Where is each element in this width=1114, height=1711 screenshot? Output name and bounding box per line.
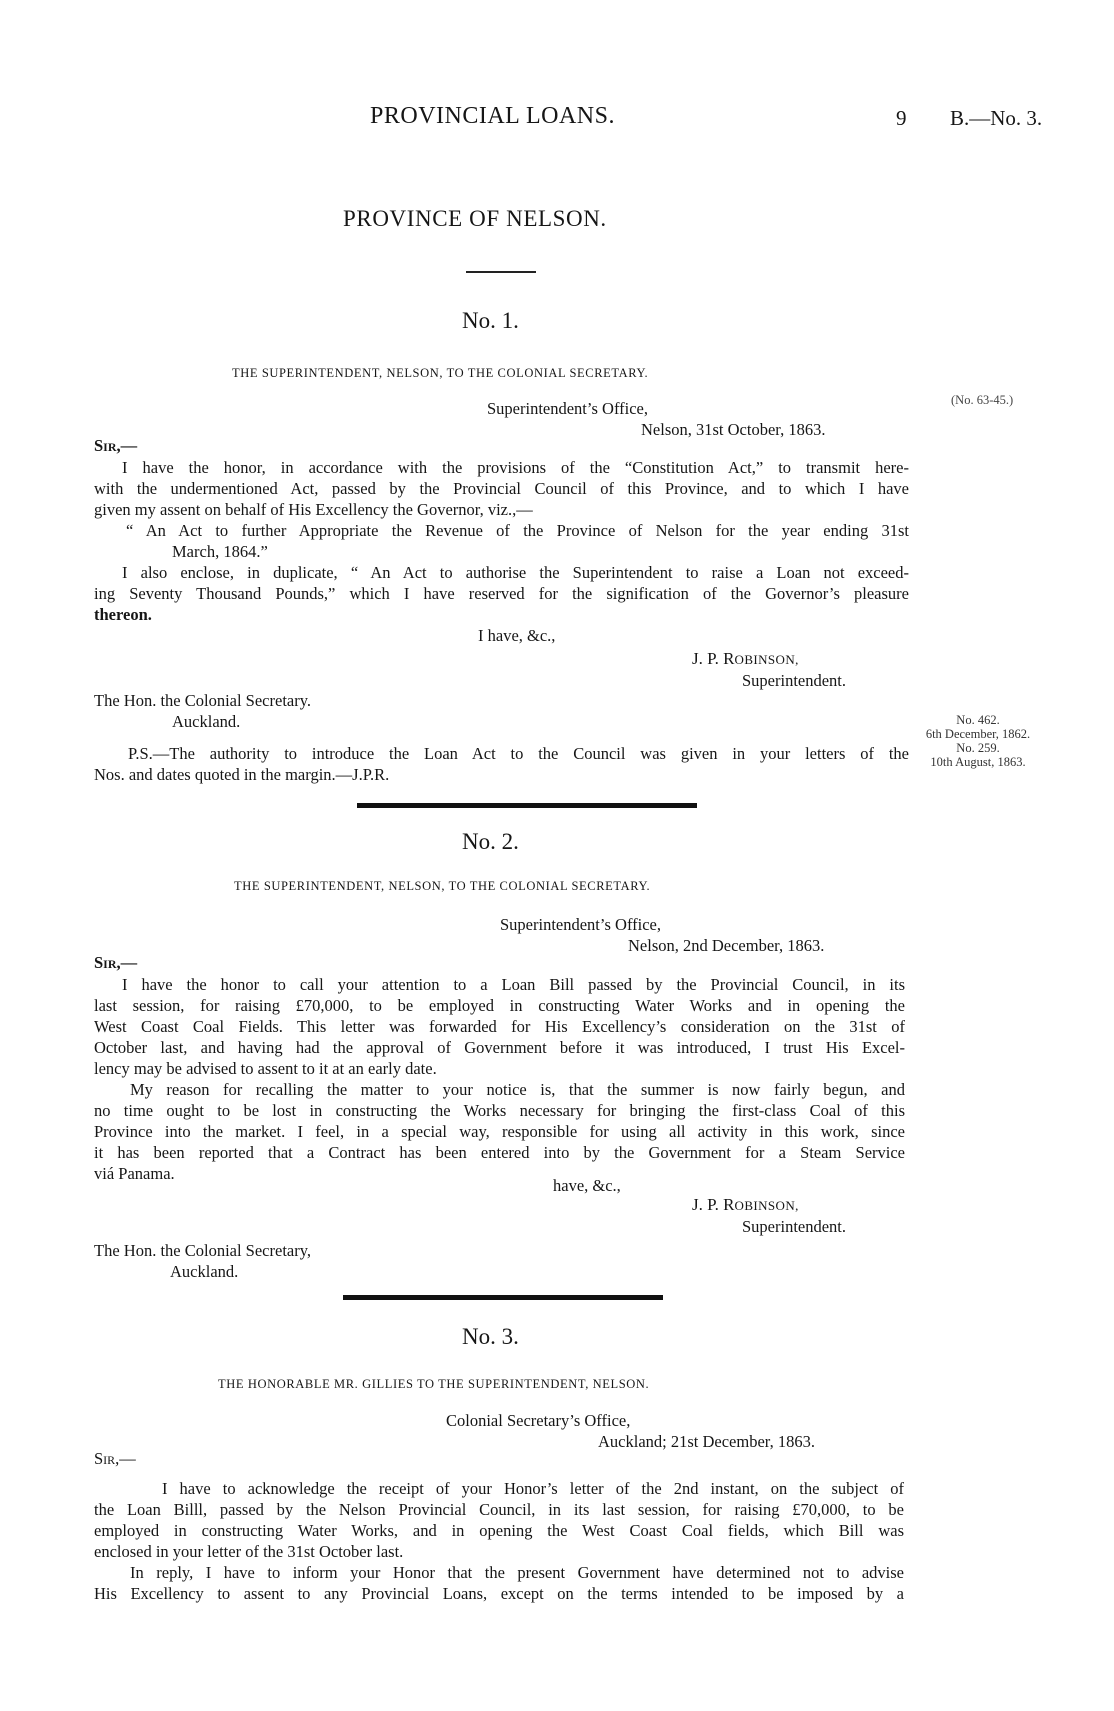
body-line: I have the honor, in accordance with the provisions of the “Constitution Act,” to transmit here- [122,458,909,477]
body-line: ing Seventy Thousand Pounds,” which I have reserved for the signification of the Governor’s pleasure [94,584,909,603]
signature-title: Superintendent. [742,1217,847,1236]
body-line: I have the honor to call your attention to a Loan Bill passed by the Provincial Council, in its [122,975,905,994]
letter-heading: THE SUPERINTENDENT, NELSON, TO THE COLONIAL SECRETARY. [234,879,651,893]
closing: have, &c., [553,1176,621,1195]
letter-heading: THE HONORABLE MR. GILLIES TO THE SUPERINTENDENT, NELSON. [218,1377,650,1391]
body-line: with the undermentioned Act, passed by the Provincial Council of this Province, and to which I have [94,479,909,498]
salutation: Sir,— [94,1449,136,1468]
office-line: Superintendent’s Office, [500,915,661,934]
body-line: the Loan Billl, passed by the Nelson Provincial Council, in its last session, for raising £70,000, to be [94,1500,904,1519]
addressee-place: Auckland. [172,712,241,731]
body-line: In reply, I have to inform your Honor that the present Government have determined not to advise [130,1563,904,1582]
signature-title: Superintendent. [742,671,847,690]
body-line: October last, and having had the approval of Government before it was introduced, I trust His Excel- [94,1038,905,1057]
body-line: “ An Act to further Appropriate the Revenue of the Province of Nelson for the year ending 31st [126,521,909,540]
body-line: I have to acknowledge the receipt of your Honor’s letter of the 2nd instant, on the subject of [162,1479,904,1498]
addressee-place: Auckland. [170,1262,239,1281]
postscript-line: Nos. and dates quoted in the margin.—J.P.R. [94,765,390,784]
body-line: no time ought to be lost in constructing the Works necessary for bringing the first-class Coal of this [94,1101,905,1120]
place-date-line: Nelson, 31st October, 1863. [641,420,826,439]
body-line: it has been reported that a Contract has been entered into by the Government for a Steam Service [94,1143,905,1162]
letter-number: No. 2. [462,829,519,854]
page-number: 9 [896,106,907,130]
body-line: enclosed in your letter of the 31st October last. [94,1542,404,1561]
addressee: The Hon. the Colonial Secretary, [94,1241,312,1260]
letter-heading: THE SUPERINTENDENT, NELSON, TO THE COLONIAL SECRETARY. [232,366,649,380]
body-line: His Excellency to assent to any Provincial Loans, except on the terms intended to be imposed by a [94,1584,904,1603]
place-date-line: Nelson, 2nd December, 1863. [628,936,825,955]
body-line: March, 1864.” [172,542,268,561]
body-line: My reason for recalling the matter to your notice is, that the summer is now fairly begun, and [130,1080,905,1099]
body-line: I also enclose, in duplicate, “ An Act to authorise the Superintendent to raise a Loan not exceed- [122,563,909,582]
letter-number: No. 3. [462,1324,519,1349]
office-line: Colonial Secretary’s Office, [446,1411,631,1430]
postscript-line: P.S.—The authority to introduce the Loan Act to the Council was given in your letters of the [128,744,909,763]
province-heading: PROVINCE OF NELSON. [343,206,607,231]
body-line: employed in constructing Water Works, and in opening the West Coast Coal fields, which Bill was [94,1521,904,1540]
body-line: lency may be advised to assent to it at an early date. [94,1059,437,1078]
letter-number: No. 1. [462,308,519,333]
letter-separator-rule [357,803,697,808]
place-date-line: Auckland; 21st December, 1863. [598,1432,815,1451]
salutation: Sir,— [94,436,138,455]
addressee: The Hon. the Colonial Secretary. [94,691,312,710]
body-line: viá Panama. [94,1164,175,1183]
body-line: West Coast Coal Fields. This letter was forwarded for His Excellency’s consideration on the 31st of [94,1017,905,1036]
margin-reference: (No. 63-45.) [951,393,1014,407]
body-line: Province into the market. I feel, in a special way, responsible for using all activity in this work, since [94,1122,905,1141]
body-line: given my assent on behalf of His Excellency the Governor, viz.,— [94,500,533,519]
running-title: PROVINCIAL LOANS. [370,103,615,129]
margin-references: No. 462. 6th December, 1862. No. 259. 10th August, 1863. [925,713,1031,769]
body-line: last session, for raising £70,000, to be employed in constructing Water Works and in opening the [94,996,905,1015]
closing: I have, &c., [478,626,556,645]
salutation: Sir,— [94,953,138,972]
section-rule [466,271,536,273]
body-line: thereon. [94,605,152,624]
signature-name: J. P. ROBINSON, [692,649,799,668]
letter-separator-rule [343,1295,663,1300]
paper-reference: B.—No. 3. [950,106,1043,130]
office-line: Superintendent’s Office, [487,399,648,418]
signature-name: J. P. ROBINSON, [692,1195,799,1214]
